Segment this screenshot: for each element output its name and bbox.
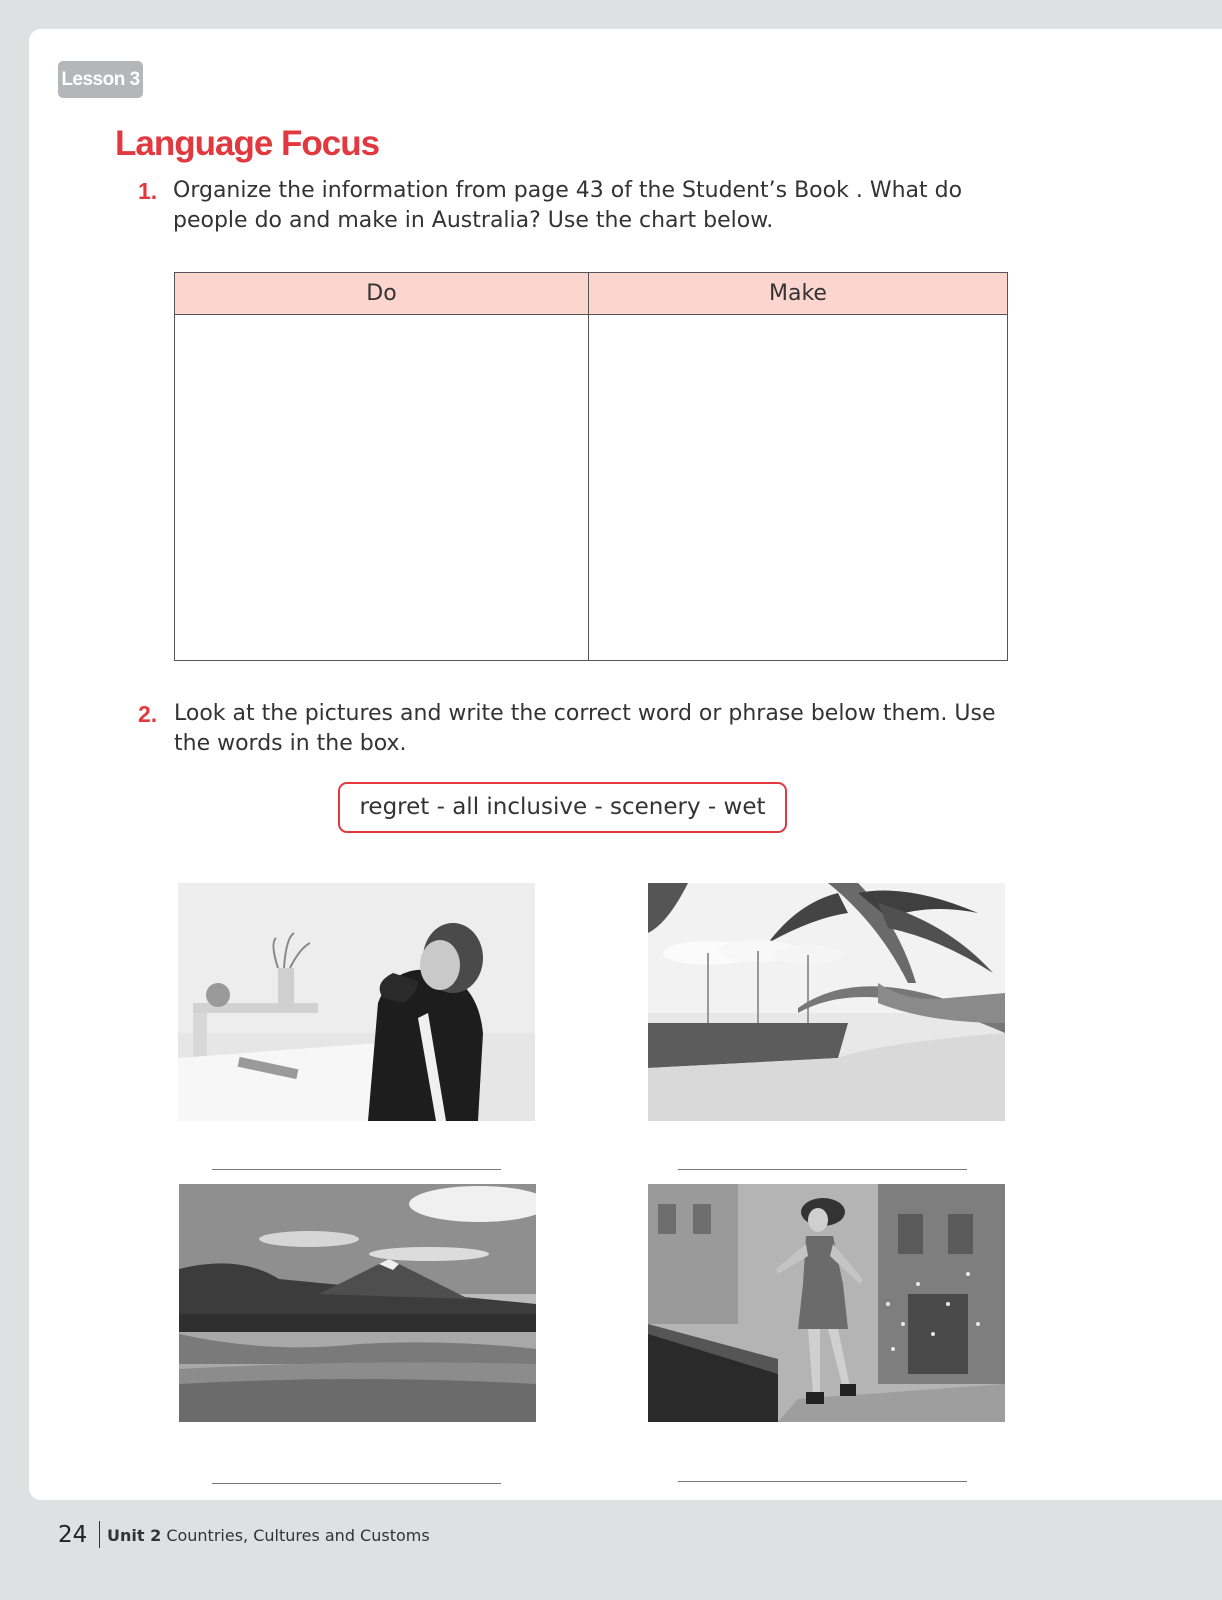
woman-rain-photo: [648, 1184, 1005, 1422]
exercise-2-instruction: Look at the pictures and write the correct word or phrase below them. Use the words in the box.: [174, 701, 996, 756]
mountain-lake-photo: [179, 1184, 536, 1422]
person-regret-photo: [178, 883, 535, 1121]
exercise-1-number: 1.: [138, 178, 158, 204]
resort-pool-photo: [648, 883, 1005, 1121]
exercise-1-instruction: Organize the information from page 43 of the Student’s Book . What do people do and make in Australia? Use the chart below.: [173, 178, 963, 233]
page-number: 24: [58, 1522, 88, 1548]
section-title: Language Focus: [115, 124, 380, 163]
lesson-badge: Lesson 3: [58, 61, 143, 98]
answer-line-3[interactable]: [212, 1483, 501, 1484]
exercise-2-number: 2.: [138, 701, 158, 727]
answer-line-4[interactable]: [678, 1481, 967, 1482]
answer-line-2[interactable]: [678, 1169, 967, 1170]
footer-divider: [99, 1521, 100, 1548]
footer-unit: [107, 1526, 430, 1545]
chart-header-do: Do: [175, 273, 589, 315]
do-make-chart: [174, 272, 1008, 661]
footer-unit-title: Countries, Cultures and Customs: [166, 1526, 430, 1545]
chart-cell-make[interactable]: [589, 315, 1007, 660]
footer-unit-label: Unit 2: [107, 1526, 162, 1545]
word-box: regret - all inclusive - scenery - wet: [338, 782, 787, 833]
chart-cell-do[interactable]: [175, 315, 589, 660]
chart-header-make: Make: [589, 273, 1007, 315]
answer-line-1[interactable]: [212, 1169, 501, 1170]
